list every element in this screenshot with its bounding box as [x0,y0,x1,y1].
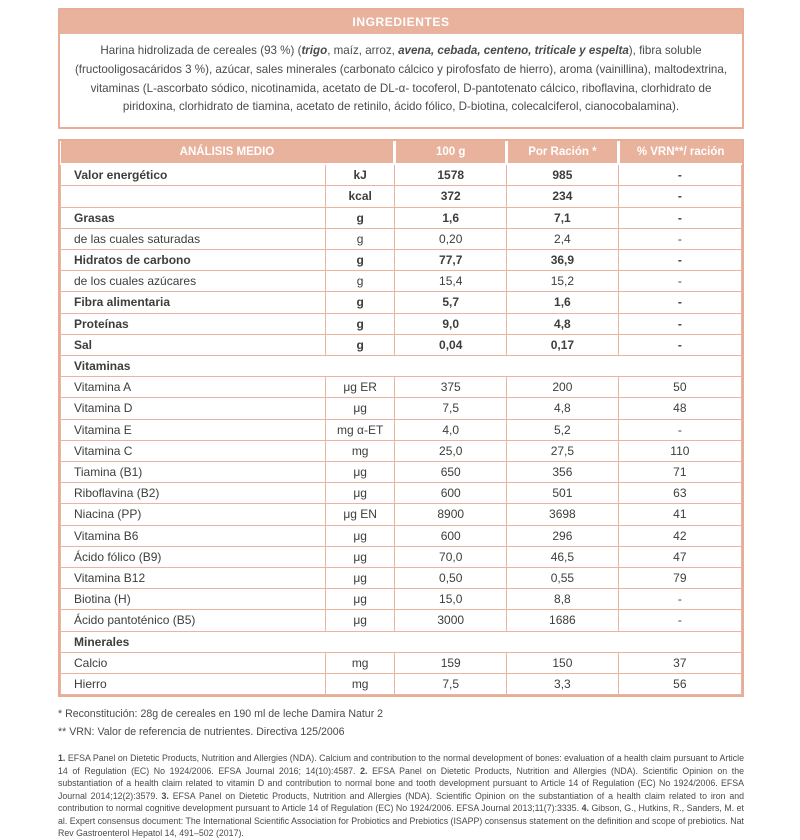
value-per-serving: 1,6 [507,292,619,313]
value-vrn: 56 [618,674,741,695]
value-100g: 5,7 [395,292,507,313]
footnote-reconstitution: * Reconstitución: 28g de cereales en 190 ml de leche Damira Natur 2 [58,708,384,721]
value-per-serving: 27,5 [507,440,619,461]
value-100g: 15,0 [395,589,507,610]
table-row [61,546,742,567]
value-per-serving: 296 [507,525,619,546]
value-100g: 9,0 [395,313,507,334]
value-per-serving: 985 [507,164,619,186]
value-per-serving: 3,3 [507,674,619,695]
row-unit: μg [325,398,394,419]
row-unit: μg EN [325,504,394,525]
ingredient-allergen-segment: avena, cebada, centeno, triticale y espelta [398,44,629,57]
section-label: Vitaminas [61,355,742,376]
value-vrn: - [618,228,741,249]
row-label: Biotina (H) [61,589,326,610]
table-row [61,398,742,419]
value-per-serving: 3698 [507,504,619,525]
ingredient-text-segment: Harina hidrolizada de cereales (93 %) ( [100,44,302,57]
value-100g: 1,6 [395,207,507,228]
value-per-serving: 7,1 [507,207,619,228]
value-vrn: 110 [618,440,741,461]
value-vrn: - [618,419,741,440]
table-row [61,504,742,525]
value-vrn: 47 [618,546,741,567]
row-label: Valor energético [61,164,326,186]
table-row [61,674,742,695]
row-label: Fibra alimentaria [61,292,326,313]
row-label: Niacina (PP) [61,504,326,525]
value-per-serving: 501 [507,483,619,504]
row-label: Vitamina E [61,419,326,440]
ingredient-text-segment: , maíz, arroz, [327,44,399,57]
value-vrn: - [618,334,741,355]
value-100g: 7,5 [395,674,507,695]
value-per-serving: 200 [507,377,619,398]
row-unit: g [325,334,394,355]
table-row [61,313,742,334]
row-unit: g [325,313,394,334]
row-label: Vitamina C [61,440,326,461]
ingredient-allergen-segment: trigo [301,44,328,57]
table-row [61,461,742,482]
table-row [61,186,742,207]
value-per-serving: 5,2 [507,419,619,440]
table-row [61,164,742,186]
value-vrn: - [618,249,741,270]
row-unit: mg [325,440,394,461]
footnotes [58,705,744,741]
value-per-serving: 4,8 [507,398,619,419]
row-unit: mg [325,674,394,695]
row-label: Vitamina B6 [61,525,326,546]
row-label: de las cuales saturadas [61,228,326,249]
row-unit: μg ER [325,377,394,398]
value-100g: 600 [395,483,507,504]
table-row [61,271,742,292]
table-row [61,228,742,249]
column-header-per-serving: Por Ración * [507,141,619,164]
value-100g: 8900 [395,504,507,525]
row-unit: kJ [325,164,394,186]
value-per-serving: 36,9 [507,249,619,270]
analysis-table-body [61,164,742,695]
row-label: Sal [61,334,326,355]
value-per-serving: 0,17 [507,334,619,355]
table-row [61,419,742,440]
row-unit: μg [325,525,394,546]
reference-number: 4. [581,803,592,814]
value-vrn: - [618,610,741,631]
section-row [61,355,742,376]
row-unit: μg [325,461,394,482]
footnote-vrn: ** VRN: Valor de referencia de nutrientes. Directiva 125/2006 [58,726,345,739]
value-vrn: - [618,292,741,313]
row-label: Riboflavina (B2) [61,483,326,504]
row-unit: μg [325,546,394,567]
row-unit: mg [325,652,394,673]
value-vrn: - [618,271,741,292]
analysis-table-wrapper [58,139,744,697]
section-label: Minerales [61,631,742,652]
reference-number: 1. [58,753,68,764]
value-per-serving: 8,8 [507,589,619,610]
value-vrn: - [618,313,741,334]
row-label: Calcio [61,652,326,673]
value-100g: 600 [395,525,507,546]
row-unit: g [325,249,394,270]
row-label: de los cuales azúcares [61,271,326,292]
value-100g: 77,7 [395,249,507,270]
row-unit: g [325,228,394,249]
ingredient-text-segment: ), fibra soluble (fructooligosacáridos 3 %), azúcar, sales minerales (carbonato cálcico y pirofosfato de hierro), aroma (vainillina), maltodextrina, vitaminas (L-ascorbato sódico, nicotinamida, acetato de DL-α- tocoferol, D-pantotenato cálcico, riboflavina, clorhidrato de piridoxina, clorhidrato de tiamina, acetato de retinilo, ácido fólico, D-biotina, colecalciferol, cianocobalamina). [74,44,728,114]
row-unit: g [325,207,394,228]
value-100g: 650 [395,461,507,482]
value-vrn: 50 [618,377,741,398]
table-row [61,525,742,546]
table-row [61,249,742,270]
table-row [61,440,742,461]
row-label: Proteínas [61,313,326,334]
value-100g: 4,0 [395,419,507,440]
value-per-serving: 2,4 [507,228,619,249]
value-100g: 372 [395,186,507,207]
reference-citation: EFSA Panel on Dietetic Products, Nutrition and Allergies (NDA). Scientific Opinion on the substantiation of a health claim related to vitamin D and contribution to normal bone and tooth development pursuant to Article 14 of Regulation (EC) No 1924/2006. EFSA Journal 2014;12(2):3579. [58,765,744,801]
reference-citation: Gibson, G., Hutkins, R., Sanders, M. et al. Expert consensus document: The International Scientific Association for Probiotics and Prebiotics (ISAPP) consensus statement on the definition and scope of prebiotics. Nat Rev Gastroenterol Hepatol 14, 491–502 (2017). [58,803,744,839]
value-100g: 0,20 [395,228,507,249]
value-vrn: - [618,164,741,186]
table-row [61,652,742,673]
ingredients-section [58,8,744,129]
value-100g: 3000 [395,610,507,631]
value-vrn: 63 [618,483,741,504]
analysis-table [60,141,742,695]
column-header-vrn: % VRN**/ ración [618,141,741,164]
value-vrn: - [618,186,741,207]
value-vrn: - [618,589,741,610]
row-label: Hierro [61,674,326,695]
value-per-serving: 0,55 [507,567,619,588]
table-row [61,567,742,588]
value-vrn: 42 [618,525,741,546]
value-100g: 0,50 [395,567,507,588]
value-vrn: 71 [618,461,741,482]
value-100g: 375 [395,377,507,398]
row-label [61,186,326,207]
row-label: Tiamina (B1) [61,461,326,482]
value-per-serving: 1686 [507,610,619,631]
row-label: Vitamina D [61,398,326,419]
value-per-serving: 15,2 [507,271,619,292]
table-row [61,292,742,313]
value-100g: 15,4 [395,271,507,292]
value-100g: 159 [395,652,507,673]
row-unit: μg [325,483,394,504]
column-header-analysis: ANÁLISIS MEDIO [61,141,395,164]
value-100g: 7,5 [395,398,507,419]
reference-citation: EFSA Panel on Dietetic Products, Nutrition and Allergies (NDA). Scientific Opinion on the substantiation of a health claim related to iron and contribution to normal cognitive development pursuant to Article 14 of Regulation (EC) No 1924/2006. EFSA Journal 2013;11(7):3335. [58,790,745,814]
value-vrn: 41 [618,504,741,525]
value-per-serving: 150 [507,652,619,673]
row-unit: g [325,292,394,313]
value-vrn: 48 [618,398,741,419]
value-per-serving: 356 [507,461,619,482]
row-label: Ácido pantoténico (B5) [61,610,326,631]
reference-citation: EFSA Panel on Dietetic Products, Nutrition and Allergies (NDA). Calcium and contribution to the normal development of bones: evaluation of a health claim pursuant to Article 14 of Regulation (EC) No 1924/2006. EFSA Journal 2016; 14(10):4587. [58,753,744,776]
table-row [61,589,742,610]
row-unit: μg [325,567,394,588]
value-per-serving: 234 [507,186,619,207]
value-100g: 1578 [395,164,507,186]
row-label: Vitamina B12 [61,567,326,588]
references-text [58,752,744,839]
row-label: Vitamina A [61,377,326,398]
value-100g: 70,0 [395,546,507,567]
table-row [61,334,742,355]
table-header-row [61,141,742,164]
value-per-serving: 4,8 [507,313,619,334]
section-row [61,631,742,652]
row-unit: g [325,271,394,292]
ingredients-text [60,34,742,127]
value-vrn: - [618,207,741,228]
reference-number: 3. [161,790,173,801]
row-unit: kcal [325,186,394,207]
column-header-100g: 100 g [395,141,507,164]
value-per-serving: 46,5 [507,546,619,567]
value-100g: 0,04 [395,334,507,355]
row-label: Grasas [61,207,326,228]
reference-number: 2. [360,765,373,776]
value-vrn: 79 [618,567,741,588]
table-row [61,610,742,631]
table-row [61,207,742,228]
ingredients-header: INGREDIENTES [60,10,742,34]
row-unit: μg [325,610,394,631]
table-row [61,377,742,398]
row-label: Hidratos de carbono [61,249,326,270]
row-label: Ácido fólico (B9) [61,546,326,567]
value-100g: 25,0 [395,440,507,461]
table-row [61,483,742,504]
row-unit: mg α-ET [325,419,394,440]
value-vrn: 37 [618,652,741,673]
row-unit: μg [325,589,394,610]
